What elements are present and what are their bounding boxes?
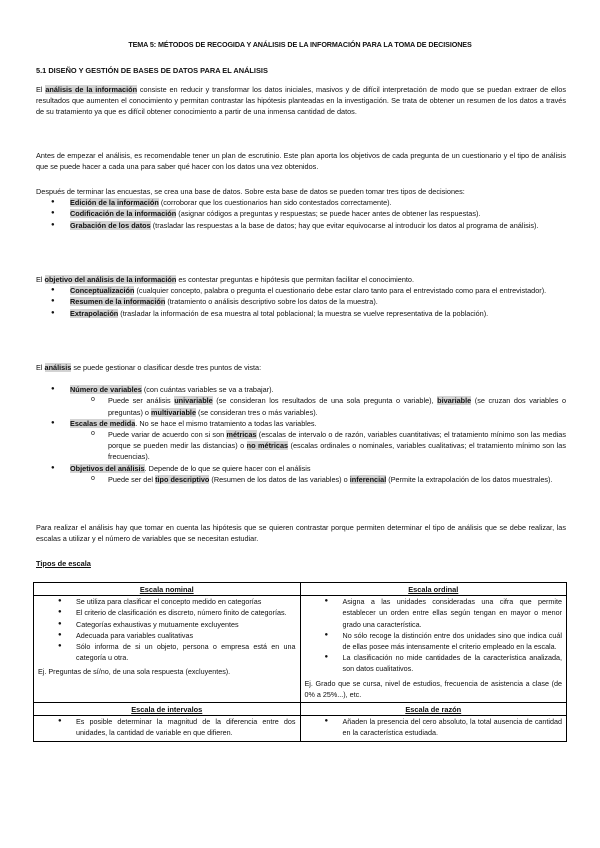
decisions-block [36, 186, 566, 231]
list-item: ● Sólo informa de si un objeto, persona o empresa está en una categoría u otra. [38, 641, 296, 663]
list-item: ● Edición de la información (corroborar que los cuestionarios han sido contestados correctamente). [36, 197, 566, 208]
decisions-list [36, 197, 566, 231]
list-item: ● Codificación de la información (asignar códigos a preguntas y respuestas; se puede hacer antes de obtener las respuestas). [36, 208, 566, 219]
nominal-example: Ej. Preguntas de sí/no, de una sola respuesta (excluyentes). [38, 667, 231, 677]
tipos-escala-heading: Tipos de escala [36, 559, 91, 568]
list-item: ● El criterio de clasificación es discreto, número finito de categorías. [38, 607, 296, 618]
ordinal-header: Escala ordinal [300, 583, 567, 596]
list-item: ● Se utiliza para clasificar el concepto medido en categorías [38, 596, 296, 607]
paragraph-analisis: El análisis de la información consiste en reducir y transformar los datos iniciales, masivos y de difícil interpretación de modo que se puedan extraer de ellos resultados que aumenten el conocimiento y permitan contrastar las hipótesis planteadas en la investigación. Se trata de obtener un resumen de los datos a través de su tratamiento ya que es difícil obtener conocimiento a partir de una inmensa cantidad de datos. [36, 85, 566, 117]
sub-list-item: o Puede ser análisis univariable (se consideran los resultados de una sola pregunta o variable), bivariable (se cruzan dos variables o preguntas) o multivariable (se consideran tres o más variables). [36, 395, 566, 417]
razon-header: Escala de razón [300, 703, 567, 716]
paragraph-decisiones: Después de terminar las encuestas, se crea una base de datos. Sobre esta base de datos se pueden tomar tres tipos de decisiones: [36, 187, 465, 196]
intervalos-header: Escala de intervalos [34, 703, 301, 716]
paragraph-analisis-puntos: El análisis se puede gestionar o clasificar desde tres puntos de vista: [36, 363, 262, 372]
viewpoints-list [36, 384, 566, 485]
list-item: ● La clasificación no mide cantidades de la característica analizada, son datos cualitativos. [305, 652, 563, 674]
section-heading: 5.1 DISEÑO Y GESTIÓN DE BASES DE DATOS PARA EL ANÁLISIS [36, 66, 268, 75]
sub-list-item: o Puede variar de acuerdo con si son métricas (escalas de intervalo o de razón, variables cuantitativas; el tratamiento mínimo son las medias porque se pueden medir las distancias) o no métricas (escalas ordinales o nominales, variables cualitativas; el tratamiento mínimo son las frecuencias). [36, 429, 566, 463]
list-item: ● Objetivos del análisis. Depende de lo que se quiere hacer con el análisis [36, 463, 566, 474]
list-item: ● Extrapolación (trasladar la información de esa muestra al total poblacional; la muestra se vuelve representativa de la población). [36, 308, 566, 319]
paragraph-plan: Antes de empezar el análisis, es recomendable tener un plan de escrutinio. Este plan aporta los objetivos de cada pregunta de un cuestionario y el tipo de análisis que se puede hacer a cada una para saber qué hacer con los datos una vez obtenidos. [36, 151, 566, 172]
ordinal-example: Ej. Grado que se cursa, nivel de estudios, frecuencia de asistencia a clase (de 0% a 25%...), etc. [304, 678, 562, 699]
document-title: TEMA 5: MÉTODOS DE RECOGIDA Y ANÁLISIS DE LA INFORMACIÓN PARA LA TOMA DE DECISIONES [128, 40, 472, 49]
nominal-header: Escala nominal [34, 583, 301, 596]
intervalos-cell [34, 716, 301, 741]
list-item: ● Añaden la presencia del cero absoluto, la total ausencia de cantidad en la característica estudiada. [305, 716, 563, 738]
list-item: ● Escalas de medida. No se hace el mismo tratamiento a todas las variables. [36, 418, 566, 429]
list-item: ● Resumen de la información (tratamiento o análisis descriptivo sobre los datos de la muestra). [36, 296, 566, 307]
scale-types-table [33, 582, 567, 742]
term-analisis-informacion: análisis de la información [45, 85, 138, 94]
list-item: ● Adecuada para variables cualitativas [38, 630, 296, 641]
table-row [34, 583, 567, 596]
objectives-block [36, 274, 566, 319]
list-item: ● Asigna a las unidades consideradas una cifra que permite establecer un orden entre ellas según tengan en mayor o menor grado una característica. [305, 596, 563, 630]
viewpoints-block [36, 362, 566, 485]
sub-list-item: o Puede ser del tipo descriptivo (Resumen de los datos de las variables) o inferencial (Permite la extrapolación de los datos muestrales). [36, 474, 566, 485]
list-item: ● Conceptualización (cualquier concepto, palabra o pregunta el cuestionario debe estar claro tanto para el entrevistado como para el entrevistador). [36, 285, 566, 296]
nominal-cell [34, 596, 301, 703]
ordinal-cell [300, 596, 567, 703]
list-item: ● Categorías exhaustivas y mutuamente excluyentes [38, 619, 296, 630]
objectives-list [36, 285, 566, 319]
list-item: ● Grabación de los datos (trasladar las respuestas a la base de datos; hay que evitar equivocarse al introducir los datos al programa de análisis). [36, 220, 566, 231]
list-item: ● No sólo recoge la distinción entre dos unidades sino que indica cuál de ellas posee más intensamente el criterio empleado en la escala. [305, 630, 563, 652]
paragraph-hipotesis: Para realizar el análisis hay que tomar en cuenta las hipótesis que se quieren contrastar porque permiten determinar el tipo de análisis que se debe realizar, las escalas a utilizar y el número de variables que se necesitan estudiar. [36, 523, 566, 544]
table-row [34, 703, 567, 716]
paragraph-objetivo: El objetivo del análisis de la información es contestar preguntas e hipótesis que permitan facilitar el conocimiento. [36, 275, 414, 284]
list-item: ● Es posible determinar la magnitud de la diferencia entre dos unidades, la cantidad de variable en que difieren. [38, 716, 296, 738]
table-row [34, 596, 567, 703]
table-row [34, 716, 567, 741]
razon-cell [300, 716, 567, 741]
list-item: ● Número de variables (con cuántas variables se va a trabajar). [36, 384, 566, 395]
